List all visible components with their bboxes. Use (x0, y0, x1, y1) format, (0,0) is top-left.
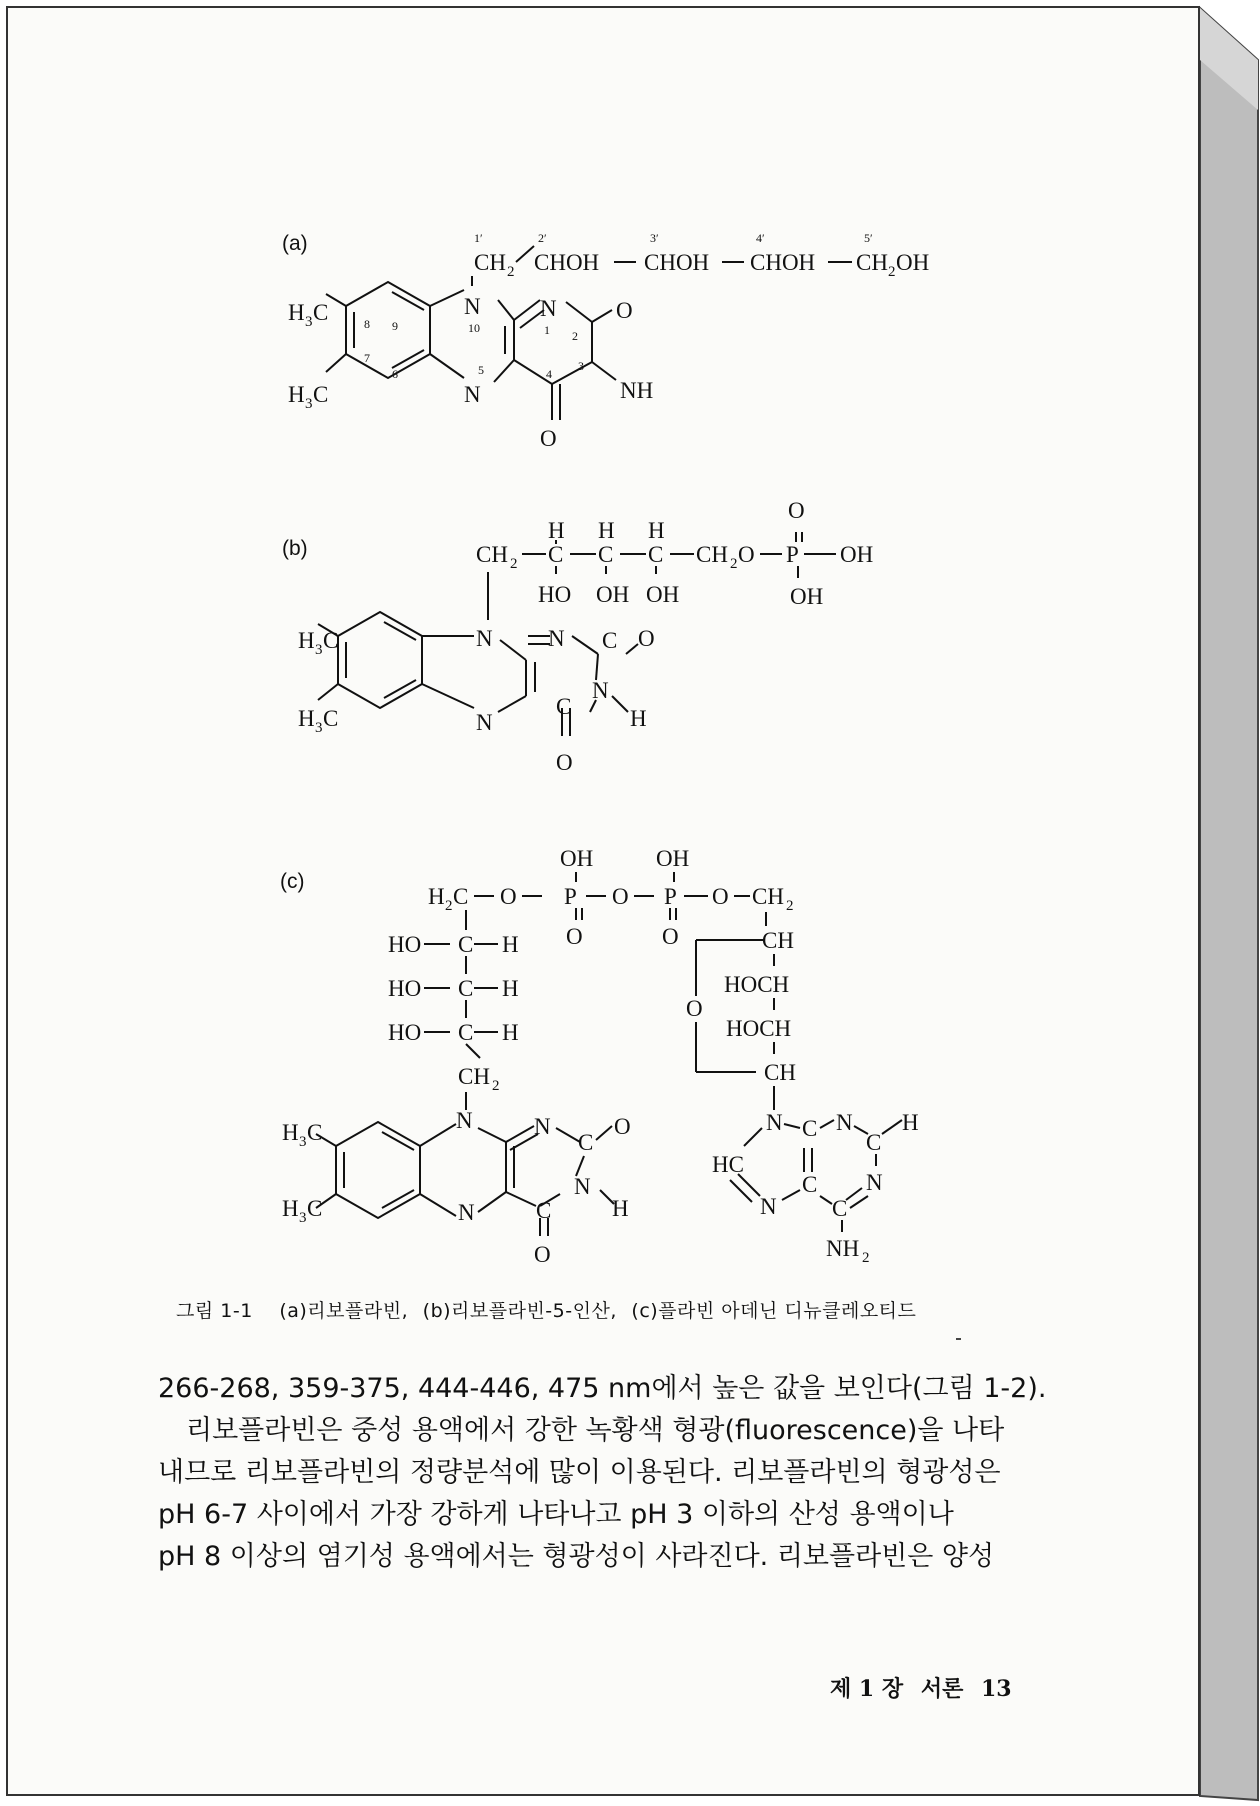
svg-text:O: O (638, 626, 655, 651)
svg-text:HO: HO (388, 1020, 422, 1045)
svg-text:O: O (540, 426, 557, 451)
svg-text:HO: HO (538, 582, 572, 607)
svg-text:C: C (802, 1172, 818, 1197)
svg-text:2: 2 (888, 264, 896, 280)
svg-text:2: 2 (445, 898, 453, 914)
svg-text:H: H (648, 518, 665, 543)
svg-text:N: N (534, 1114, 551, 1139)
svg-text:H: H (502, 932, 519, 957)
svg-text:C: C (648, 542, 664, 567)
svg-text:OH: OH (896, 250, 930, 275)
svg-text:C: C (307, 1120, 323, 1145)
svg-text:C: C (556, 694, 572, 719)
svg-text:CH: CH (764, 1060, 796, 1085)
svg-text:C: C (307, 1196, 323, 1221)
structure-riboflavin-5-phosphate (282, 498, 873, 775)
svg-text:C: C (458, 932, 474, 957)
svg-text:O: O (566, 924, 583, 949)
svg-text:CH: CH (856, 250, 888, 275)
svg-text:O: O (686, 996, 703, 1021)
svg-text:4′: 4′ (756, 231, 765, 245)
svg-text:C: C (458, 1020, 474, 1045)
svg-text:2: 2 (510, 556, 518, 572)
svg-text:2: 2 (492, 1078, 500, 1094)
svg-text:H: H (288, 300, 305, 325)
svg-text:3: 3 (578, 359, 584, 373)
caption-c: (c)플라빈 아데닌 디뉴클레오티드 (631, 1300, 917, 1322)
svg-text:5: 5 (478, 363, 484, 377)
svg-text:NH: NH (620, 378, 654, 403)
svg-text:1: 1 (544, 323, 550, 337)
body-line: pH 8 이상의 염기성 용액에서는 형광성이 사라진다. 리보플라빈은 양성 (158, 1541, 995, 1572)
svg-text:N: N (760, 1194, 777, 1219)
svg-text:OH: OH (560, 846, 594, 871)
svg-text:CH: CH (762, 928, 794, 953)
structure-fad (280, 846, 919, 1267)
svg-text:C: C (323, 628, 339, 653)
svg-text:C: C (453, 884, 469, 909)
svg-text:H: H (298, 628, 315, 653)
body-text (158, 1368, 1058, 1578)
svg-text:C: C (578, 1130, 594, 1155)
structure-riboflavin (282, 231, 929, 451)
caption-b: (b)리보플라빈-5-인산, (422, 1300, 617, 1322)
svg-text:P: P (786, 542, 799, 567)
label-b: (b) (282, 537, 308, 560)
svg-text:5′: 5′ (864, 231, 873, 245)
svg-text:4: 4 (546, 367, 552, 381)
svg-text:H: H (282, 1120, 299, 1145)
svg-text:N: N (464, 382, 481, 407)
svg-text:O: O (788, 498, 805, 523)
svg-text:3′: 3′ (650, 231, 659, 245)
svg-text:H: H (630, 706, 647, 731)
svg-text:8: 8 (364, 317, 370, 331)
svg-text:C: C (313, 300, 329, 325)
svg-text:CH: CH (474, 250, 506, 275)
svg-text:2: 2 (730, 556, 738, 572)
svg-text:2′: 2′ (538, 231, 547, 245)
svg-text:CHOH: CHOH (644, 250, 710, 275)
svg-text:H: H (902, 1110, 919, 1135)
caption-label: 그림 1-1 (176, 1300, 253, 1322)
label-c: (c) (280, 870, 305, 893)
svg-text:OH: OH (646, 582, 680, 607)
svg-text:C: C (866, 1130, 882, 1155)
svg-text:CHOH: CHOH (534, 250, 600, 275)
svg-text:2: 2 (572, 329, 578, 343)
svg-text:C: C (323, 706, 339, 731)
svg-text:C: C (602, 628, 618, 653)
svg-text:N: N (574, 1174, 591, 1199)
small-mark (956, 1338, 961, 1340)
svg-text:N: N (476, 710, 493, 735)
svg-text:N: N (548, 626, 565, 651)
svg-text:2: 2 (507, 264, 515, 280)
svg-text:C: C (598, 542, 614, 567)
svg-text:H: H (502, 1020, 519, 1045)
svg-text:N: N (476, 626, 493, 651)
svg-text:CH: CH (696, 542, 728, 567)
svg-text:NH: NH (826, 1236, 860, 1261)
svg-text:CH: CH (476, 542, 508, 567)
svg-text:H: H (548, 518, 565, 543)
svg-text:O: O (662, 924, 679, 949)
svg-text:C: C (548, 542, 564, 567)
svg-text:O: O (500, 884, 517, 909)
body-line: 266-268, 359-375, 444-446, 475 nm에서 높은 값을 보인다(그림 1-2). (158, 1373, 1047, 1404)
svg-text:10: 10 (468, 321, 480, 335)
svg-text:3: 3 (305, 396, 313, 412)
svg-text:7: 7 (364, 351, 370, 365)
caption-a: (a)리보플라빈, (279, 1300, 409, 1322)
svg-text:OH: OH (840, 542, 874, 567)
svg-text:OH: OH (656, 846, 690, 871)
svg-text:CHOH: CHOH (750, 250, 816, 275)
svg-text:3: 3 (299, 1134, 307, 1150)
body-line: 내므로 리보플라빈의 정량분석에 많이 이용된다. 리보플라빈의 형광성은 (158, 1457, 1001, 1488)
svg-text:N: N (592, 678, 609, 703)
svg-text:H: H (598, 518, 615, 543)
svg-text:HOCH: HOCH (726, 1016, 792, 1041)
figure-caption (176, 1296, 1056, 1323)
svg-text:OH: OH (596, 582, 630, 607)
svg-text:P: P (564, 884, 577, 909)
svg-text:C: C (458, 976, 474, 1001)
svg-text:N: N (540, 296, 557, 321)
footer-chapter: 제 1 장 (830, 1676, 904, 1702)
svg-text:C: C (832, 1196, 848, 1221)
body-line: 리보플라빈은 중성 용액에서 강한 녹황색 형광(fluorescence)을 나타 (186, 1415, 1005, 1446)
svg-text:C: C (802, 1116, 818, 1141)
svg-text:2: 2 (786, 898, 794, 914)
svg-text:HO: HO (388, 932, 422, 957)
svg-text:O: O (556, 750, 573, 775)
svg-text:9: 9 (392, 319, 398, 333)
svg-text:6: 6 (392, 367, 398, 381)
svg-text:N: N (456, 1108, 473, 1133)
svg-text:3: 3 (299, 1210, 307, 1226)
svg-text:CH: CH (752, 884, 784, 909)
svg-text:CH: CH (458, 1064, 490, 1089)
svg-text:HO: HO (388, 976, 422, 1001)
svg-text:O: O (712, 884, 729, 909)
svg-text:OH: OH (790, 584, 824, 609)
svg-text:P: P (664, 884, 677, 909)
svg-text:H: H (288, 382, 305, 407)
svg-text:H: H (428, 884, 445, 909)
svg-text:C: C (536, 1198, 552, 1223)
svg-text:1′: 1′ (474, 231, 483, 245)
label-a: (a) (282, 232, 308, 255)
svg-text:O: O (612, 884, 629, 909)
svg-text:N: N (766, 1110, 783, 1135)
svg-text:H: H (298, 706, 315, 731)
svg-text:N: N (464, 294, 481, 319)
page-number: 13 (981, 1676, 1012, 1702)
svg-text:HC: HC (712, 1152, 744, 1177)
svg-text:H: H (502, 976, 519, 1001)
svg-text:N: N (458, 1200, 475, 1225)
page-footer (830, 1672, 1022, 1703)
svg-text:3: 3 (315, 720, 323, 736)
svg-text:O: O (616, 298, 633, 323)
svg-text:N: N (866, 1170, 883, 1195)
svg-text:O: O (534, 1242, 551, 1267)
svg-text:H: H (282, 1196, 299, 1221)
svg-text:H: H (612, 1196, 629, 1221)
body-line: pH 6-7 사이에서 가장 강하게 나타나고 pH 3 이하의 산성 용액이나 (158, 1499, 954, 1530)
svg-text:C: C (313, 382, 329, 407)
svg-text:O: O (738, 542, 755, 567)
svg-text:N: N (836, 1110, 853, 1135)
svg-text:2: 2 (862, 1250, 870, 1266)
svg-text:HOCH: HOCH (724, 972, 790, 997)
svg-text:3: 3 (305, 314, 313, 330)
svg-text:O: O (614, 1114, 631, 1139)
svg-text:3: 3 (315, 642, 323, 658)
footer-title: 서론 (920, 1676, 964, 1702)
